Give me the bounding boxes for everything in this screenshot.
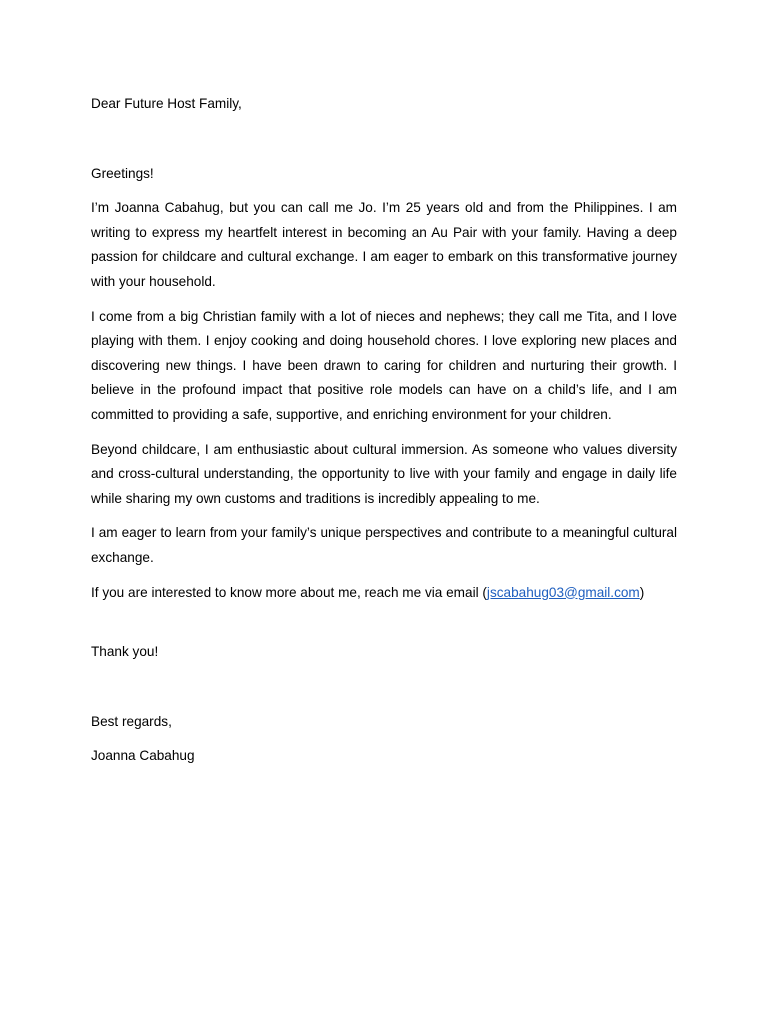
signature-name: Joanna Cabahug bbox=[91, 748, 195, 764]
greeting: Greetings! bbox=[91, 165, 154, 181]
thanks-line: Thank you! bbox=[91, 644, 159, 660]
contact-prefix: If you are interested to know more about me, reach me via email ( bbox=[91, 584, 487, 600]
paragraph-learning: I am eager to learn from your family’s unique perspectives and contribute to a meaningful cultural exchange. bbox=[91, 525, 677, 565]
paragraph-family-background: I come from a big Christian family with a lot of nieces and nephews; they call me Tita, and I love playing with them. I enjoy cooking and doing household chores. I love exploring new places and discovering new things. I have been drawn to caring for children and nurturing their growth. I believe in the profound impact that positive role models can have on a child’s life, and I am committed to providing a safe, supportive, and enriching environment for your children. bbox=[91, 308, 677, 422]
email-link[interactable]: jscabahug03@gmail.com bbox=[486, 584, 640, 600]
contact-line bbox=[91, 581, 677, 606]
contact-suffix: ) bbox=[639, 584, 645, 600]
letter-body bbox=[91, 92, 677, 779]
salutation: Dear Future Host Family, bbox=[91, 96, 242, 111]
regards-line: Best regards, bbox=[91, 713, 172, 729]
paragraph-cultural-immersion: Beyond childcare, I am enthusiastic about cultural immersion. As someone who values diversity and cross-cultural understanding, the opportunity to live with your family and engage in daily life while sharing my own customs and traditions is incredibly appealing to me. bbox=[91, 441, 677, 506]
paragraph-introduction: I’m Joanna Cabahug, but you can call me Jo. I’m 25 years old and from the Philippines. I am writing to express my heartfelt interest in becoming an Au Pair with your family. Having a deep passion for childcare and cultural exchange. I am eager to embark on this transformative journey with your household. bbox=[91, 200, 677, 289]
